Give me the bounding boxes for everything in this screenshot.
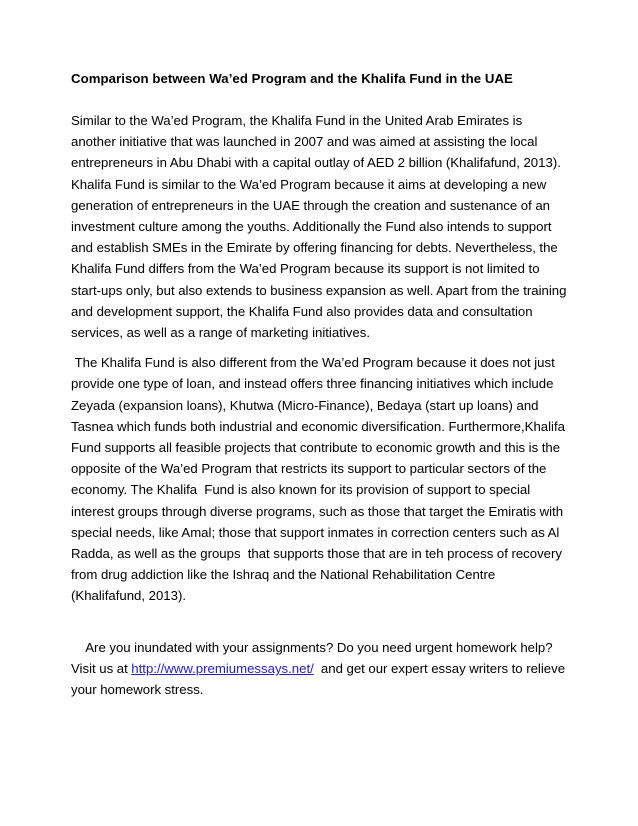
body-paragraph-2: The Khalifa Fund is also different from the Wa’ed Program because it does not just provide one type of loan, and instead offers three financing initiatives which include Zeyada (expansion loans), Khutwa (Micro-Finance), Bedaya (start up loans) and Tasnea which funds both industrial and economic diversification. Furthermore,Khalifa Fund supports all feasible projects that contribute to economic growth and this is the opposite of the Wa’ed Program that restricts its support to particular sectors of the economy. The Khalifa Fund is also known for its provision of support to special interest groups through diverse programs, such as those that target the Emiratis with special needs, like Amal; those that support inmates in correction centers such as Al Radda, as well as the groups that supports those that are in teh process of recovery from drug addiction like the Ishraq and the National Rehabilitation Centre (Khalifafund, 2013). (71, 355, 569, 604)
body-paragraph-1: Similar to the Wa’ed Program, the Khalifa Fund in the United Arab Emirates is another initiative that was launched in 2007 and was aimed at assisting the local entrepreneurs in Abu Dhabi with a capital outlay of AED 2 billion (Khalifafund, 2013). Khalifa Fund is similar to the Wa’ed Program because it aims at developing a new generation of entrepreneurs in the UAE through the creation and sustenance of an investment culture among the youths. Additionally the Fund also intends to support and establish SMEs in the Emirate by offering financing for debts. Nevertheless, the Khalifa Fund differs from the Wa’ed Program because its support is not limited to start-ups only, but also extends to business expansion as well. Apart from the training and development support, the Khalifa Fund also provides data and consultation services, as well as a range of marketing initiatives. (71, 113, 571, 341)
document-heading: Comparison between Wa’ed Program and the Khalifa Fund in the UAE (71, 71, 513, 86)
promo-text-after-link: and get our expert essay writers to relieve your homework stress. (71, 661, 569, 698)
promo-text-before-link: Are you inundated with your assignments? Do you need urgent homework help? Visit us at (71, 639, 557, 677)
promo-paragraph (71, 616, 570, 722)
premiumessays-link[interactable]: http://www.premiumessays.net/ (131, 661, 314, 677)
